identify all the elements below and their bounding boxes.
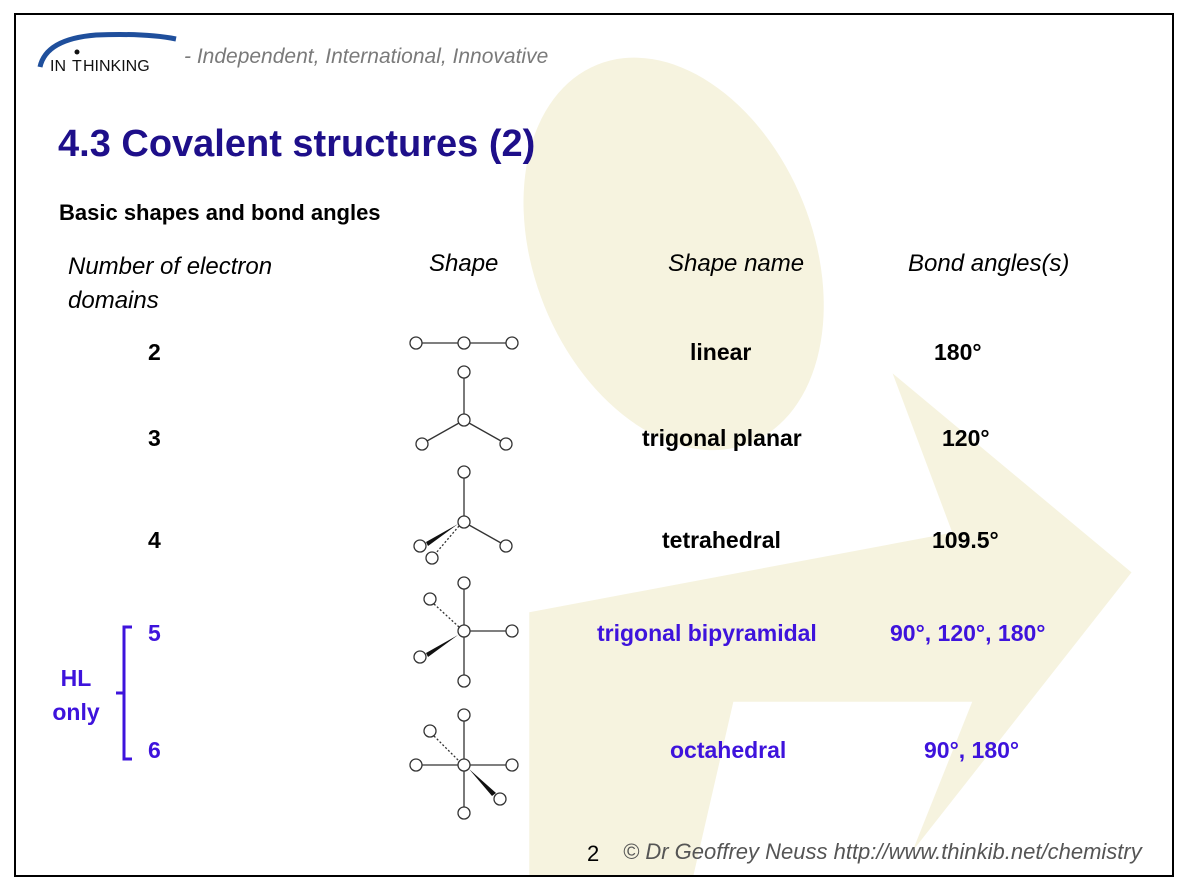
- shape-name-trigonal-bipyramidal: trigonal bipyramidal: [597, 620, 817, 646]
- domains-6: 6: [148, 737, 161, 763]
- hl-only-label: HL only: [52, 665, 100, 725]
- column-header-bond-angles: Bond angles(s): [908, 250, 1070, 277]
- shape-name-octahedral: octahedral: [670, 737, 787, 763]
- trigonal-planar-shape-diagram: [396, 360, 536, 460]
- tetrahedral-shape-diagram: [396, 462, 536, 572]
- domains-2: 2: [148, 339, 161, 365]
- shape-name-tetrahedral: tetrahedral: [662, 527, 781, 553]
- shape-name-linear: linear: [690, 339, 752, 365]
- trigonal-bipyramidal-shape-diagram: [396, 573, 536, 693]
- column-header-shape: Shape: [429, 250, 499, 277]
- footer-credit: © Dr Geoffrey Neuss http://www.thinkib.net/chemistry: [623, 839, 1142, 864]
- bond-angle-octahedral: 90°, 180°: [924, 737, 1020, 763]
- column-header-domains: Number of electron domains: [68, 253, 273, 314]
- domains-5: 5: [148, 620, 161, 646]
- svg-text:HINKING: HINKING: [83, 58, 150, 73]
- slide-subtitle: Basic shapes and bond angles: [59, 200, 381, 225]
- hl-bracket: [114, 625, 136, 765]
- domains-4: 4: [148, 527, 161, 553]
- bond-angle-tetrahedral: 109.5°: [932, 527, 999, 553]
- bond-angle-trigonal-planar: 120°: [942, 425, 990, 451]
- linear-shape-diagram: [396, 325, 536, 365]
- inthinking-logo: [36, 25, 186, 73]
- bond-angle-linear: 180°: [934, 339, 982, 365]
- svg-text:T: T: [72, 58, 82, 73]
- column-header-shape-name: Shape name: [668, 250, 805, 277]
- octahedral-shape-diagram: [396, 705, 536, 825]
- bond-angle-trigonal-bipyramidal: 90°, 120°, 180°: [890, 620, 1046, 646]
- domains-3: 3: [148, 425, 161, 451]
- svg-text:IN: IN: [50, 58, 66, 73]
- slide-title: 4.3 Covalent structures (2): [58, 123, 536, 165]
- shape-name-trigonal-planar: trigonal planar: [642, 425, 802, 451]
- tagline: - Independent, International, Innovative: [184, 45, 549, 68]
- page-number: 2: [587, 841, 600, 866]
- slide: [14, 13, 1174, 877]
